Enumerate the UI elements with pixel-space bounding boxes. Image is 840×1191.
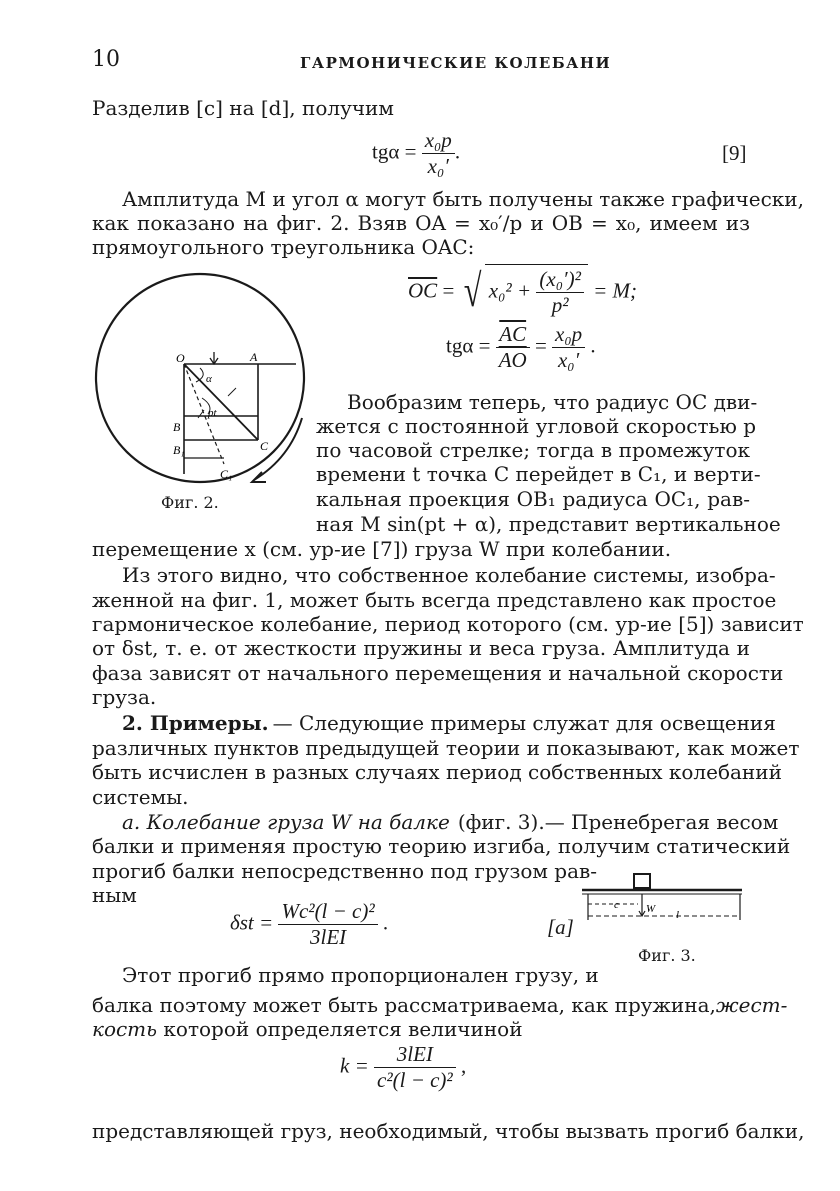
eq9-denominator: x₀′ <box>427 154 449 178</box>
eqk-den: c²(l − c)² <box>377 1068 453 1092</box>
fig3-label-c: c <box>614 899 619 911</box>
p5-line-2: различных пунктов предыдущей теории и показывают, как может <box>92 736 800 760</box>
p8-line-1: представляющей груз, необходимый, чтобы вызвать прогиб балки, <box>92 1119 805 1143</box>
eqk-num: 3lEI <box>374 1042 456 1068</box>
tg-f1-den: AO <box>498 348 527 372</box>
circle <box>96 274 304 482</box>
tg-lhs: tgα = <box>446 333 491 358</box>
p6-line-1-rest: (фиг. 3).— Пренебрегая весом <box>457 810 779 834</box>
equation-a-tag: [a] <box>547 915 574 939</box>
p4-line-4: от δst, т. е. от жесткости пружины и веса груза. Амплитуда и <box>92 636 750 660</box>
figure-3-diagram <box>578 868 750 930</box>
p5-line-1-rest: — Следующие примеры служат для освещения <box>272 711 776 735</box>
equation-k <box>340 1042 466 1093</box>
figure-2-diagram <box>90 268 320 498</box>
p3-line-3: по часовой стрелке; тогда в промежуток <box>316 438 750 462</box>
sqrt-sign: √ <box>463 265 481 316</box>
fig3-label-W: W <box>646 903 656 915</box>
p3-line-2: жется с постоянной угловой скоростью p <box>316 414 757 438</box>
p7-line-3 <box>92 1017 523 1042</box>
p7-line-2-b: жест- <box>715 993 788 1017</box>
eqk-fraction <box>374 1042 456 1093</box>
p3-line-1: Вообразим теперь, что радиус OC дви- <box>347 390 758 414</box>
equation-tg <box>446 322 596 373</box>
label-alpha: α <box>206 373 212 385</box>
p6-line-3: прогиб балки непосредственно под грузом рав- <box>92 859 598 883</box>
fig3-label-l: l <box>676 909 680 921</box>
tg-f1-num: $\overline{AC}$ <box>496 322 530 348</box>
eqa-fraction <box>278 899 377 950</box>
p3-line-7: перемещение x (см. ур-ие [7]) груза W при колебании. <box>92 537 672 561</box>
p4-line-5: фаза зависят от начального перемещения и начальной скорости <box>92 661 784 685</box>
intro-line: Разделив [c] на [d], получим <box>92 96 394 120</box>
p4-line-6: груза. <box>92 685 157 709</box>
eqk-lhs: k = <box>340 1053 369 1078</box>
eq9-fraction <box>422 128 455 179</box>
label-B: B <box>173 420 181 434</box>
tg-f2-num: x₀p <box>552 322 585 348</box>
eqa-den: 3lEI <box>309 925 347 949</box>
oc-frac-num: (x₀′)² <box>536 267 584 293</box>
sqrt-radicand <box>485 264 588 318</box>
eq9-numerator: x₀p <box>422 128 455 154</box>
eqa-num: Wc²(l − c)² <box>278 899 377 925</box>
p3-line-5: кальная проекция OB₁ радиуса OC₁, рав- <box>316 487 750 511</box>
p7-line-3-a: кость <box>92 1017 158 1041</box>
p2-line-2: как показано на фиг. 2. Взяв OA = x₀′/p и OB = x₀, имеем из <box>92 211 750 235</box>
p4-line-3: гармоническое колебание, период которого (см. ур-ие [5]) зависит <box>92 612 804 636</box>
oc-equals: = <box>442 278 455 303</box>
eqa-lhs: δst = <box>230 910 274 935</box>
label-C1: C₁ <box>220 467 233 481</box>
example-title: a. Колебание груза W на балке <box>122 810 450 834</box>
label-O: O <box>176 351 185 365</box>
figure-2-caption: Фиг. 2. <box>161 493 219 512</box>
p6-line-4: ным <box>92 883 137 907</box>
p6-line-2: балки и применяя простую теорию изгиба, получим статический <box>92 834 791 858</box>
oc-rhs: = M; <box>593 278 638 303</box>
p6-line-1 <box>122 810 779 835</box>
p2-line-1: Амплитуда M и угол α могут быть получены также графически, <box>122 187 804 211</box>
p5-line-3: быть исчислен в разных случаях период собственных колебаний <box>92 760 782 784</box>
tg-f2-den: x₀′ <box>557 348 580 372</box>
p3-line-6: ная M sin(pt + α), представит вертикальное <box>316 512 781 536</box>
p4-line-2: женной на фиг. 1, может быть всегда представлено как простое <box>92 588 777 612</box>
p4-line-1: Из этого видно, что собственное колебание системы, изобра- <box>122 563 776 587</box>
p7-line-3-b: которой определяется величиной <box>163 1017 523 1041</box>
tg-equals: = <box>534 333 547 358</box>
equation-a <box>230 899 388 950</box>
p5-line-1 <box>122 711 776 736</box>
running-title: ГАРМОНИЧЕСКИЕ КОЛЕБАНИ <box>300 54 612 72</box>
p7-line-2 <box>92 993 788 1018</box>
label-A: A <box>250 350 258 364</box>
equation-9: tgα = $\frac{\text{x₀p}}{\text{x₀′}}$ . <box>372 128 461 178</box>
label-pt: pt <box>208 407 217 419</box>
p5-line-4: системы. <box>92 785 189 809</box>
oc-radicand-term: x₀² + <box>488 278 532 303</box>
oc-lhs: $\overline{OC}$ <box>408 278 438 303</box>
section-heading: 2. Примеры. <box>122 711 269 735</box>
tg-fraction-1 <box>496 322 530 373</box>
p3-line-4: времени t точка C перейдет в C₁, и верти- <box>316 462 761 486</box>
p7-line-1: Этот прогиб прямо пропорционален грузу, и <box>122 963 599 987</box>
figure-3-caption: Фиг. 3. <box>638 946 696 965</box>
tg-end: . <box>590 333 596 358</box>
p7-line-2-a: балка поэтому может быть рассматриваема, как пружина, <box>92 993 716 1017</box>
label-C: C <box>260 439 269 453</box>
tg-fraction-2 <box>552 322 585 373</box>
page-number: 10 <box>92 47 120 72</box>
label-B1: B₁ <box>173 443 185 457</box>
p2-line-3: прямоугольного треугольника OAC: <box>92 235 475 259</box>
equation-9-tag: [9] <box>722 141 747 165</box>
eq9-lhs: tgα = <box>372 139 417 164</box>
oc-fraction <box>536 267 584 318</box>
oc-frac-den: p² <box>551 293 569 317</box>
eqk-end: , <box>460 1053 467 1078</box>
equation-oc <box>408 264 637 320</box>
eqa-end: . <box>382 910 389 935</box>
